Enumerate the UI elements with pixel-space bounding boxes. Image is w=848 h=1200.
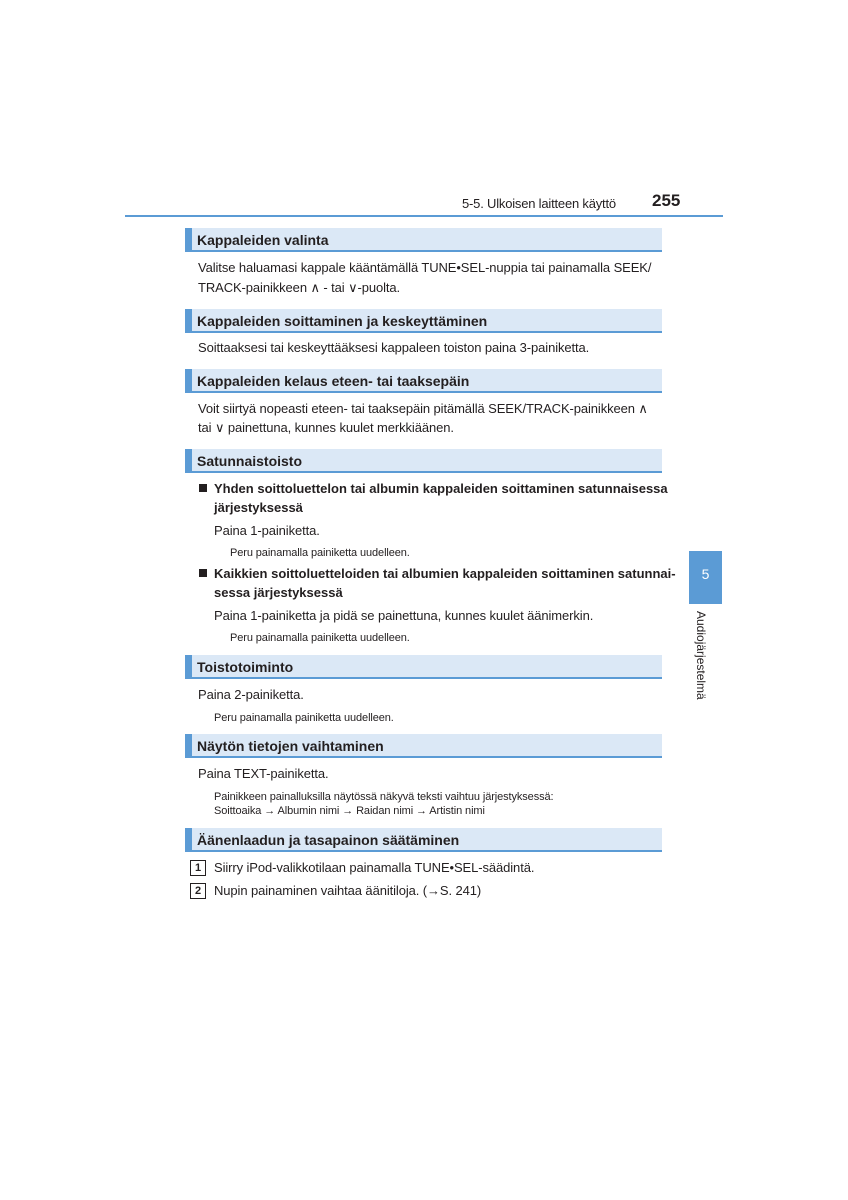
paragraph-line: Valitse haluamasi kappale kääntämällä TUNE•SEL-nuppia tai painamalla SEEK/: [198, 260, 652, 275]
note-line: Peru painamalla painiketta uudelleen.: [230, 547, 410, 559]
note-line: Peru painamalla painiketta uudelleen.: [214, 712, 394, 724]
section-title: Näytön tietojen vaihtaminen: [197, 738, 384, 754]
paragraph-line: Voit siirtyä nopeasti eteen- tai taaksepäin pitämällä SEEK/TRACK-painikkeen ∧: [198, 401, 648, 416]
paragraph-line: Paina 2-painiketta.: [198, 687, 304, 702]
paragraph-line: Paina TEXT-painiketta.: [198, 766, 329, 781]
section-heading: [185, 734, 662, 758]
note-line: Peru painamalla painiketta uudelleen.: [230, 632, 410, 644]
paragraph-line: Paina 1-painiketta.: [214, 523, 320, 538]
step-text: Nupin painaminen vaihtaa äänitiloja. (→S. 241): [214, 883, 482, 898]
step-number-badge: 1: [190, 860, 206, 876]
subheading-line: sessa järjestyksessä: [214, 585, 343, 600]
section-title: Satunnaistoisto: [197, 453, 303, 469]
section-heading: [185, 828, 662, 852]
note-line: Painikkeen painalluksilla näytössä näkyvä teksti vaihtuu järjestyksessä:: [214, 791, 554, 803]
section-heading: [185, 449, 662, 473]
chapter-title: 5-5. Ulkoisen laitteen käyttö: [462, 196, 616, 211]
page-number: 255: [652, 191, 681, 210]
section-title: Äänenlaadun ja tasapainon säätäminen: [197, 832, 460, 848]
section-heading: [185, 655, 662, 679]
step-text: Siirry iPod-valikkotilaan painamalla TUNE•SEL-säädintä.: [214, 860, 535, 875]
bullet-square-icon: [199, 484, 207, 492]
bullet-square-icon: [199, 569, 207, 577]
chapter-tab-number: 5: [701, 566, 710, 582]
section-title: Kappaleiden soittaminen ja keskeyttäminen: [197, 313, 488, 329]
section-title: Kappaleiden valinta: [197, 232, 329, 248]
subheading-line: järjestyksessä: [214, 500, 303, 515]
section-heading: [185, 309, 662, 333]
subheading-line: Yhden soittoluettelon tai albumin kappaleiden soittaminen satunnaisessa: [214, 481, 668, 496]
header-rule: [125, 215, 723, 217]
paragraph-line: TRACK-painikkeen ∧ - tai ∨-puolta.: [198, 280, 401, 295]
chapter-tab: [689, 551, 722, 604]
note-line: Soittoaika → Albumin nimi → Raidan nimi → Artistin nimi: [214, 805, 485, 817]
paragraph-line: tai ∨ painettuna, kunnes kuulet merkkiäänen.: [198, 420, 454, 435]
section-title: Toistotoiminto: [197, 659, 294, 675]
step-number-badge: 2: [190, 883, 206, 899]
section-title: Kappaleiden kelaus eteen- tai taaksepäin: [197, 373, 470, 389]
chapter-tab-label: Audiojärjestelmä: [694, 611, 708, 700]
section-heading: [185, 228, 662, 252]
paragraph-line: Paina 1-painiketta ja pidä se painettuna, kunnes kuulet äänimerkin.: [214, 608, 594, 623]
section-heading: [185, 369, 662, 393]
paragraph-line: Soittaaksesi tai keskeyttääksesi kappaleen toiston paina 3-painiketta.: [198, 340, 590, 355]
subheading-line: Kaikkien soittoluetteloiden tai albumien kappaleiden soittaminen satunnai-: [214, 566, 676, 581]
